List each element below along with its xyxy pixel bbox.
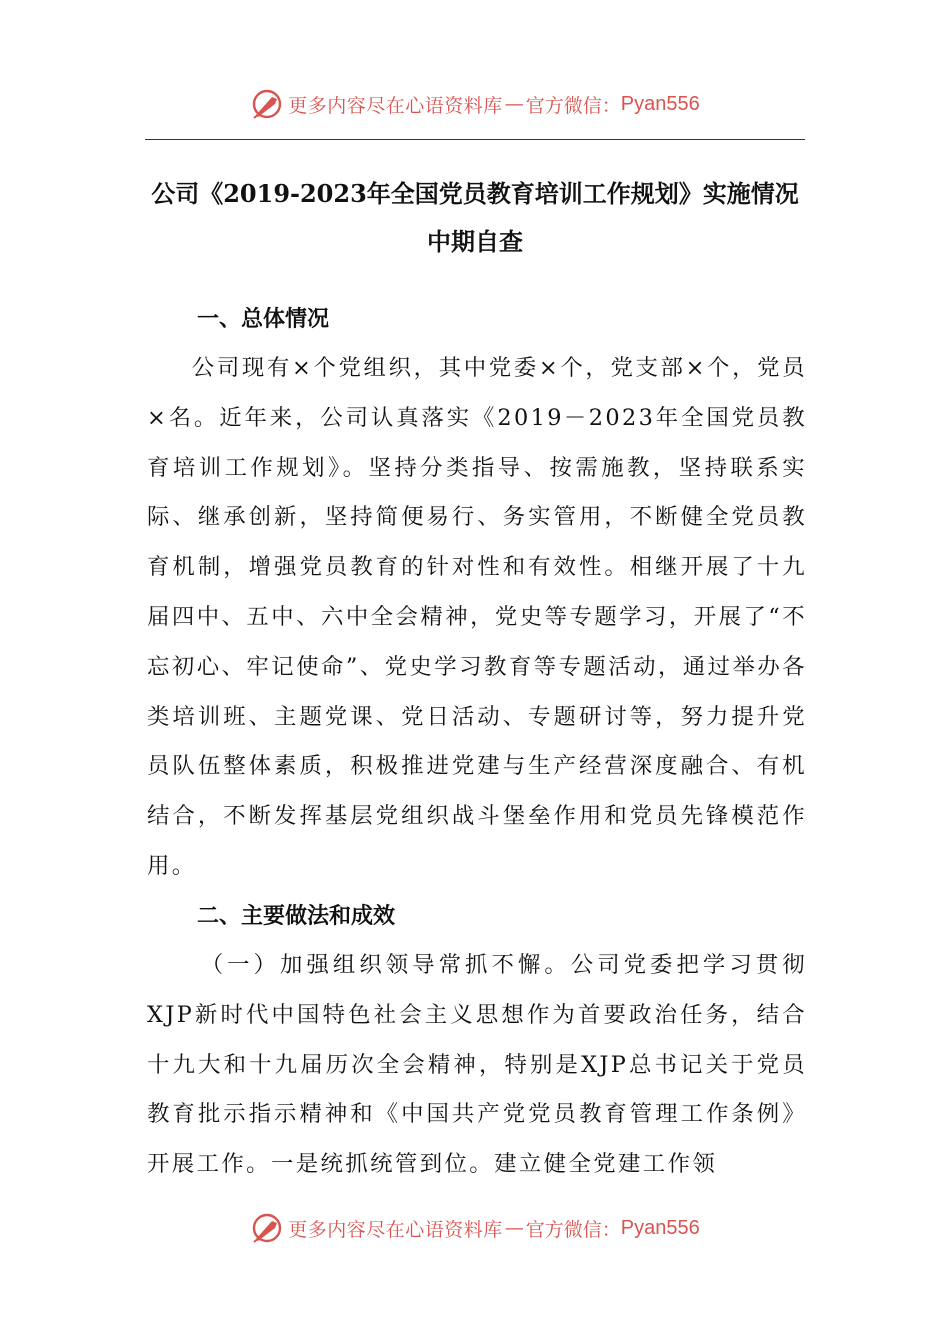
- watermark-separator: —: [504, 93, 524, 115]
- header-watermark: [0, 84, 950, 124]
- watermark-handle: Pyan556: [620, 1216, 700, 1239]
- title-line-2: 中期自查: [427, 227, 523, 256]
- watermark-wechat-label: 官方微信：: [525, 94, 621, 117]
- section-2-heading: 二、主要做法和成效: [197, 904, 396, 929]
- watermark-brand: 更多内容尽在心语资料库: [288, 1218, 503, 1241]
- section-2-paragraph: （一）加强组织领导常抓不懈。公司党委把学习贯彻XJP新时代中国特色社会主义思想作为首要政治任务，结合十九大和十九届历次全会精神，特别是XJP总书记关于党员教育批示指示精神和《中国共产党党员教育管理工作条例》开展工作。一是统抓统管到位。建立健全党建工作领: [147, 952, 807, 1178]
- header-divider: [145, 139, 805, 140]
- section-1-heading: 一、总体情况: [197, 307, 330, 332]
- watermark-brand: 更多内容尽在心语资料库: [288, 94, 503, 117]
- section-1-paragraph: 公司现有×个党组织，其中党委×个，党支部×个，党员×名。近年来，公司认真落实《2019－2023年全国党员教育培训工作规划》。坚持分类指导、按需施教，坚持联系实际、继承创新，坚持简便易行、务实管用，不断健全党员教育机制，增强党员教育的针对性和有效性。相继开展了十九届四中、五中、六中全会精神，党史等专题学习，开展了“不忘初心、牢记使命”、党史学习教育等专题活动，通过举办各类培训班、主题党课、党日活动、专题研讨等，努力提升党员队伍整体素质，积极推进党建与生产经营深度融合、有机结合，不断发挥基层党组织战斗堡垒作用和党员先锋模范作用。: [147, 355, 807, 879]
- watermark-handle: Pyan556: [620, 92, 700, 115]
- watermark-separator: —: [504, 1217, 524, 1239]
- pen-nib-logo-icon: [250, 87, 284, 121]
- pen-nib-logo-icon: [250, 1211, 284, 1245]
- watermark-wechat-label: 官方微信：: [525, 1218, 621, 1241]
- document-title: [140, 170, 810, 266]
- title-line-1: 公司《2019-2023年全国党员教育培训工作规划》实施情况: [151, 179, 799, 208]
- footer-watermark: [0, 1208, 950, 1248]
